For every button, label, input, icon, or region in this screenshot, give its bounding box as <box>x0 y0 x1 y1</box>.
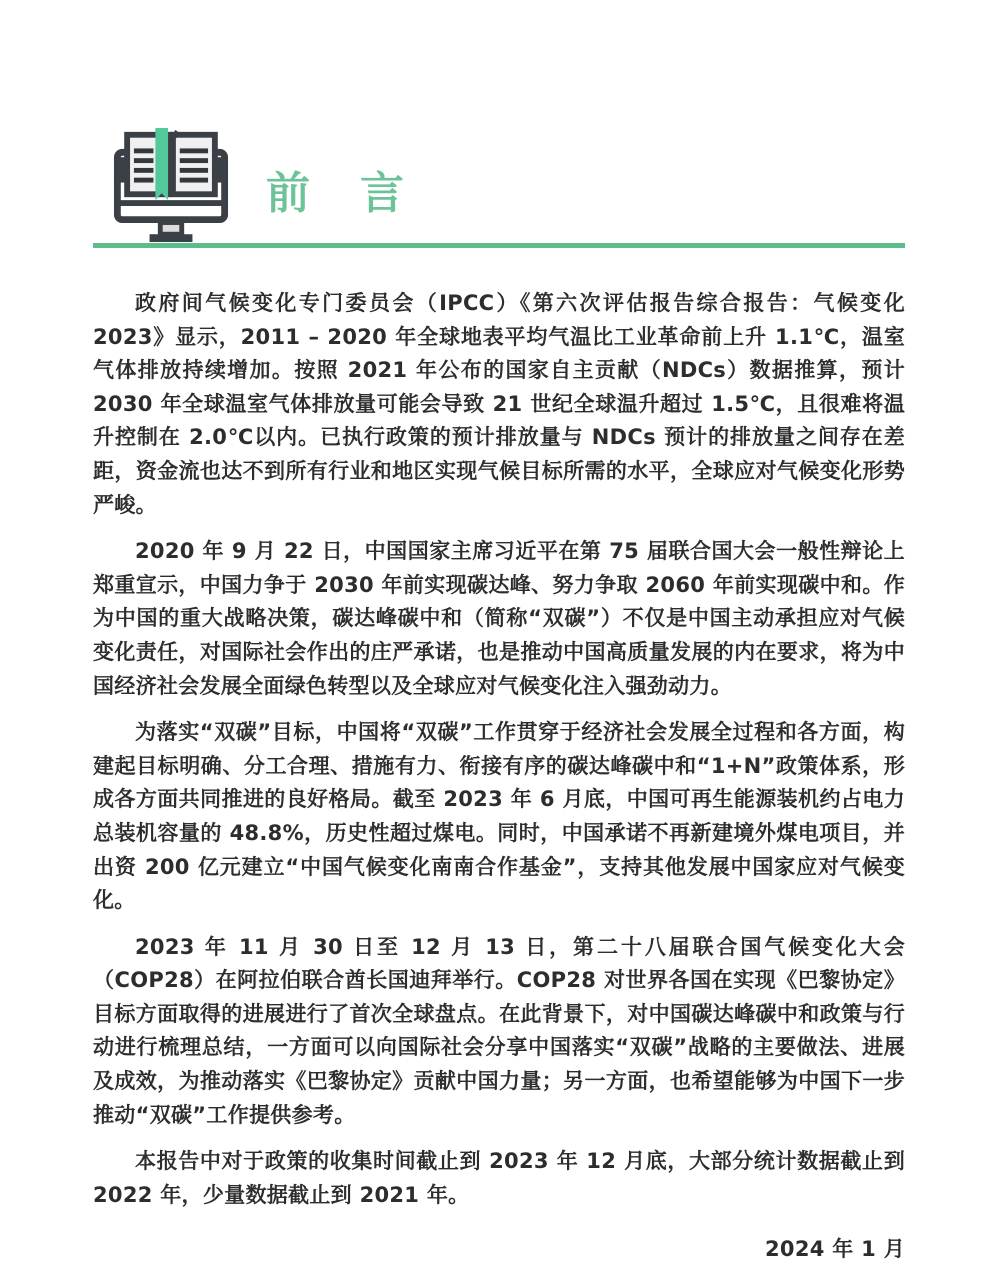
paragraph-1: 政府间气候变化专门委员会（IPCC）《第六次评估报告综合报告：气候变化 2023》显示，2011 – 2020 年全球地表平均气温比工业革命前上升 1.1℃，温室气体排放持续增加。按照 2021 年公布的国家自主贡献（NDCs）数据推算，预计 2030 年全球温室气体排放量可能会导致 21 世纪全球温升超过 1.5℃，且很难将温升控制在 2.0℃以内。已执行政策的预计排放量与 NDCs 预计的排放量之间存在差距，资金流也达不到所有行业和地区实现气候目标所需的水平，全球应对气候变化形势严峻。 <box>93 291 905 517</box>
page-title: 前 言 <box>266 168 407 219</box>
paragraph-2: 2020 年 9 月 22 日，中国国家主席习近平在第 75 届联合国大会一般性辩论上郑重宣示，中国力争于 2030 年前实现碳达峰、努力争取 2060 年前实现碳中和。作为中国的重大战略决策，碳达峰碳中和（简称“双碳”）不仅是中国主动承担应对气候变化责任，对国际社会作出的庄严承诺，也是推动中国高质量发展的内在要求，将为中国经济社会发展全面绿色转型以及全球应对气候变化注入强劲动力。 <box>93 539 905 698</box>
header-divider <box>93 243 905 248</box>
publication-date: 2024 年 1 月 <box>765 1237 905 1262</box>
open-book-monitor-icon <box>106 126 236 243</box>
paragraph-3: 为落实“双碳”目标，中国将“双碳”工作贯穿于经济社会发展全过程和各方面，构建起目标明确、分工合理、措施有力、衔接有序的碳达峰碳中和“1+N”政策体系，形成各方面共同推进的良好格局。截至 2023 年 6 月底，中国可再生能源装机约占电力总装机容量的 48.8%，历史性超过煤电。同时，中国承诺不再新建境外煤电项目，并出资 200 亿元建立“中国气候变化南南合作基金”，支持其他发展中国家应对气候变化。 <box>93 720 905 913</box>
preface-body <box>93 287 905 1267</box>
paragraph-4: 2023 年 11 月 30 日至 12 月 13 日，第二十八届联合国气候变化大会（COP28）在阿拉伯联合酋长国迪拜举行。COP28 对世界各国在实现《巴黎协定》目标方面取得的进展进行了首次全球盘点。在此背景下，对中国碳达峰碳中和政策与行动进行梳理总结，一方面可以向国际社会分享中国落实“双碳”战略的主要做法、进展及成效，为推动落实《巴黎协定》贡献中国力量；另一方面，也希望能够为中国下一步推动“双碳”工作提供参考。 <box>93 934 905 1127</box>
paragraph-5: 本报告中对于政策的收集时间截止到 2023 年 12 月底，大部分统计数据截止到 2022 年，少量数据截止到 2021 年。 <box>93 1149 905 1207</box>
preface-header <box>106 126 905 243</box>
